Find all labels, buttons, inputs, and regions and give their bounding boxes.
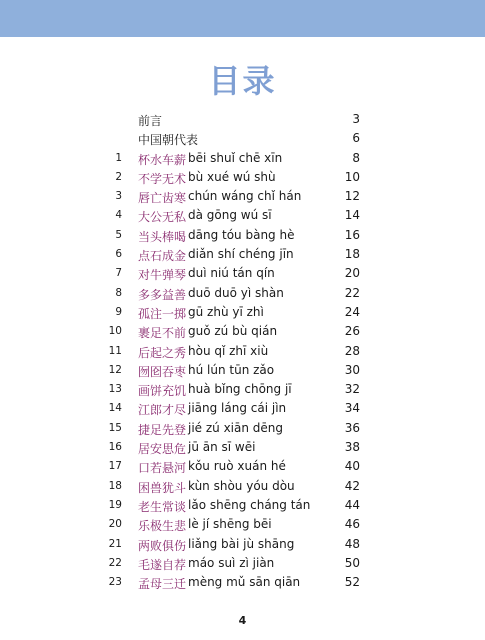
toc-label: 前言 [138,114,163,128]
entry-page: 8 [352,150,360,165]
entry-idiom: 孤注一掷 [138,306,187,321]
toc-entry-row[interactable] [0,554,485,573]
entry-pinyin: máo suì zì jiàn [188,555,275,570]
entry-pinyin: mèng mǔ sān qiān [188,575,301,590]
toc-label: 中国朝代表 [138,133,199,148]
entry-pinyin: kǒu ruò xuán hé [188,459,286,474]
entry-number: 8 [115,286,122,299]
entry-idiom: 不学无术 [138,171,187,186]
entry-idiom: 唇亡齿寒 [138,191,187,206]
entry-page: 28 [344,343,360,358]
entry-number: 18 [108,479,122,492]
entry-pinyin: duō duō yì shàn [188,285,284,300]
entry-page: 26 [344,324,360,339]
entry-number: 23 [108,576,122,589]
toc-entry-row[interactable] [0,573,485,592]
entry-number: 12 [108,363,122,376]
entry-idiom: 困兽犹斗 [138,480,187,495]
entry-pinyin: kùn shòu yóu dòu [188,478,295,493]
toc-entry-row[interactable] [0,535,485,554]
entry-pinyin: jiāng láng cái jìn [188,401,287,416]
entry-page: 12 [344,189,360,204]
entry-pinyin: duì niú tán qín [188,266,275,281]
entry-idiom: 毛遂自荐 [138,557,187,572]
entry-idiom: 捷足先登 [138,422,187,437]
entry-idiom: 当头棒喝 [138,229,187,244]
entry-number: 9 [115,305,122,318]
toc-entry-row[interactable] [0,284,485,303]
entry-pinyin: lè jí shēng bēi [188,517,272,532]
entry-idiom: 乐极生悲 [138,519,187,534]
entry-idiom: 居安思危 [138,442,187,457]
entry-idiom: 画饼充饥 [138,384,187,399]
entry-page: 24 [344,304,360,319]
entry-idiom: 杯水车薪 [138,152,187,167]
entry-number: 6 [115,248,122,261]
entry-pinyin: bù xué wú shù [188,169,276,184]
toc-entry-row[interactable] [0,438,485,457]
entry-idiom: 囫囵吞枣 [138,364,187,379]
toc-entry-row[interactable] [0,303,485,322]
toc-entry-row[interactable] [0,457,485,476]
entry-number: 11 [108,344,122,357]
entry-number: 10 [108,325,122,338]
table-of-contents [0,110,485,592]
entry-idiom: 点石成金 [138,249,187,264]
entry-page: 36 [344,420,360,435]
entry-pinyin: hòu qǐ zhī xiù [188,343,269,358]
toc-entry-row[interactable] [0,399,485,418]
entry-page: 52 [344,575,360,590]
entry-page: 10 [344,169,360,184]
entry-idiom: 对牛弹琴 [138,268,187,283]
toc-entry-row[interactable] [0,380,485,399]
toc-entry-row[interactable] [0,187,485,206]
entry-pinyin: diǎn shí chéng jīn [188,247,294,262]
entry-number: 2 [115,170,122,183]
toc-page: 6 [352,131,360,146]
entry-page: 32 [344,382,360,397]
entry-pinyin: jū ān sī wēi [188,440,256,455]
entry-idiom: 江郎才尽 [138,403,187,418]
entry-number: 7 [115,267,122,280]
entry-page: 50 [344,555,360,570]
page-number: 4 [238,614,247,627]
entry-page: 14 [344,208,360,223]
entry-number: 13 [108,383,122,396]
entry-page: 40 [344,459,360,474]
entry-idiom: 多多益善 [138,287,187,302]
entry-pinyin: guǒ zú bù qián [188,324,278,339]
toc-entry-row[interactable] [0,342,485,361]
entry-number: 15 [108,421,122,434]
entry-page: 18 [344,247,360,262]
toc-entry-row[interactable] [0,361,485,380]
toc-entry-row[interactable] [0,496,485,515]
entry-idiom: 口若悬河 [138,461,187,476]
toc-entry-row[interactable] [0,419,485,438]
entry-idiom: 孟母三迁 [138,577,187,592]
toc-entry-row[interactable] [0,477,485,496]
toc-row-preface[interactable] [0,110,485,129]
entry-pinyin: chún wáng chǐ hán [188,189,302,204]
toc-entry-row[interactable] [0,226,485,245]
entry-number: 4 [115,209,122,222]
entry-page: 20 [344,266,360,281]
toc-entry-row[interactable] [0,168,485,187]
entry-page: 46 [344,517,360,532]
page-title: 目录 [208,62,277,100]
entry-pinyin: dà gōng wú sī [188,208,272,223]
entry-page: 34 [344,401,360,416]
entry-number: 22 [108,556,122,569]
entry-idiom: 老生常谈 [138,499,187,514]
toc-entry-row[interactable] [0,322,485,341]
entry-pinyin: dāng tóu bàng hè [188,227,295,242]
entry-number: 19 [108,498,122,511]
entry-number: 17 [108,460,122,473]
entry-pinyin: lǎo shēng cháng tán [188,497,311,512]
toc-page: 3 [352,112,360,126]
toc-entry-row[interactable] [0,206,485,225]
entry-page: 48 [344,536,360,551]
entry-number: 5 [115,228,122,241]
entry-number: 14 [108,402,122,415]
entry-page: 30 [344,362,360,377]
entry-idiom: 后起之秀 [138,345,187,360]
entry-idiom: 两败俱伤 [138,538,187,553]
entry-idiom: 裹足不前 [138,326,187,341]
entry-page: 16 [344,227,360,242]
toc-entry-row[interactable] [0,264,485,283]
entry-pinyin: gū zhù yī zhì [188,304,264,319]
entry-number: 20 [108,518,122,531]
entry-number: 1 [115,151,122,164]
top-color-band [0,0,485,37]
entry-pinyin: liǎng bài jù shāng [188,536,295,551]
entry-number: 21 [108,537,122,550]
entry-number: 3 [115,190,122,203]
entry-page: 38 [344,440,360,455]
toc-row-dynasty-table[interactable] [0,129,485,148]
entry-pinyin: hú lún tūn zǎo [188,362,275,377]
entry-page: 44 [344,497,360,512]
entry-number: 16 [108,441,122,454]
entry-pinyin: huà bǐng chōng jī [188,382,292,397]
toc-entry-row[interactable] [0,149,485,168]
entry-pinyin: bēi shuǐ chē xīn [188,150,283,165]
entry-page: 22 [344,285,360,300]
toc-entry-row[interactable] [0,245,485,264]
entry-page: 42 [344,478,360,493]
idiom-entries [0,149,485,593]
entry-pinyin: jié zú xiān dēng [188,420,284,435]
toc-entry-row[interactable] [0,515,485,534]
entry-idiom: 大公无私 [138,210,187,225]
